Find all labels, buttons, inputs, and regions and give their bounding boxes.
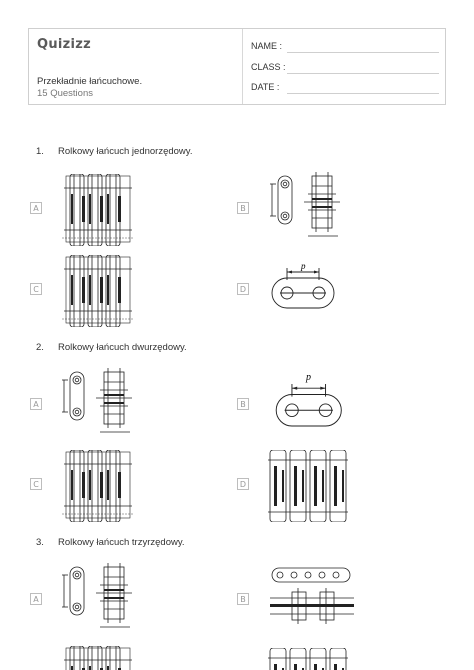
header-divider <box>242 29 243 104</box>
question-text: Rolkowy łańcuch jednorzędowy. <box>58 146 193 157</box>
question-text: Rolkowy łańcuch dwurzędowy. <box>58 342 187 353</box>
chain-figure[interactable] <box>62 646 136 670</box>
question-number: 3. <box>36 537 44 548</box>
chain-figure[interactable] <box>268 172 344 242</box>
question-1 <box>36 146 192 157</box>
chain-figure[interactable] <box>62 450 136 522</box>
option-letter-c[interactable]: C <box>30 478 42 490</box>
class-label: CLASS : <box>251 62 286 72</box>
chain-figure[interactable] <box>60 563 136 633</box>
question-2 <box>36 342 187 353</box>
question-text: Rolkowy łańcuch trzyrzędowy. <box>58 537 185 548</box>
chain-figure[interactable] <box>60 368 136 438</box>
chain-figure[interactable] <box>62 255 136 327</box>
date-field[interactable] <box>287 93 439 94</box>
chain-figure[interactable] <box>268 648 352 670</box>
question-3 <box>36 537 185 548</box>
date-label: DATE : <box>251 82 280 92</box>
name-field[interactable] <box>287 52 439 53</box>
option-letter-c[interactable]: C <box>30 283 42 295</box>
option-letter-d[interactable]: D <box>237 283 249 295</box>
option-letter-d[interactable]: D <box>237 478 249 490</box>
pitch-label: p <box>306 372 311 383</box>
question-count: 15 Questions <box>37 88 93 99</box>
option-letter-a[interactable]: A <box>30 398 42 410</box>
quizizz-logo: Quizizz <box>37 37 92 52</box>
chain-figure[interactable] <box>268 258 340 318</box>
pitch-label: p <box>301 261 306 271</box>
name-label: NAME : <box>251 41 283 51</box>
chain-strip-figure[interactable] <box>270 564 354 630</box>
option-letter-b[interactable]: B <box>237 593 249 605</box>
option-letter-a[interactable]: A <box>30 593 42 605</box>
class-field[interactable] <box>287 73 439 74</box>
chain-figure[interactable] <box>268 450 350 522</box>
question-number: 1. <box>36 146 44 157</box>
chain-figure[interactable] <box>270 366 350 436</box>
worksheet-title: Przekładnie łańcuchowe. <box>37 76 143 87</box>
option-letter-a[interactable]: A <box>30 202 42 214</box>
chain-figure[interactable] <box>62 174 136 246</box>
option-letter-b[interactable]: B <box>237 202 249 214</box>
worksheet-header <box>28 28 446 105</box>
option-letter-b[interactable]: B <box>237 398 249 410</box>
question-number: 2. <box>36 342 44 353</box>
